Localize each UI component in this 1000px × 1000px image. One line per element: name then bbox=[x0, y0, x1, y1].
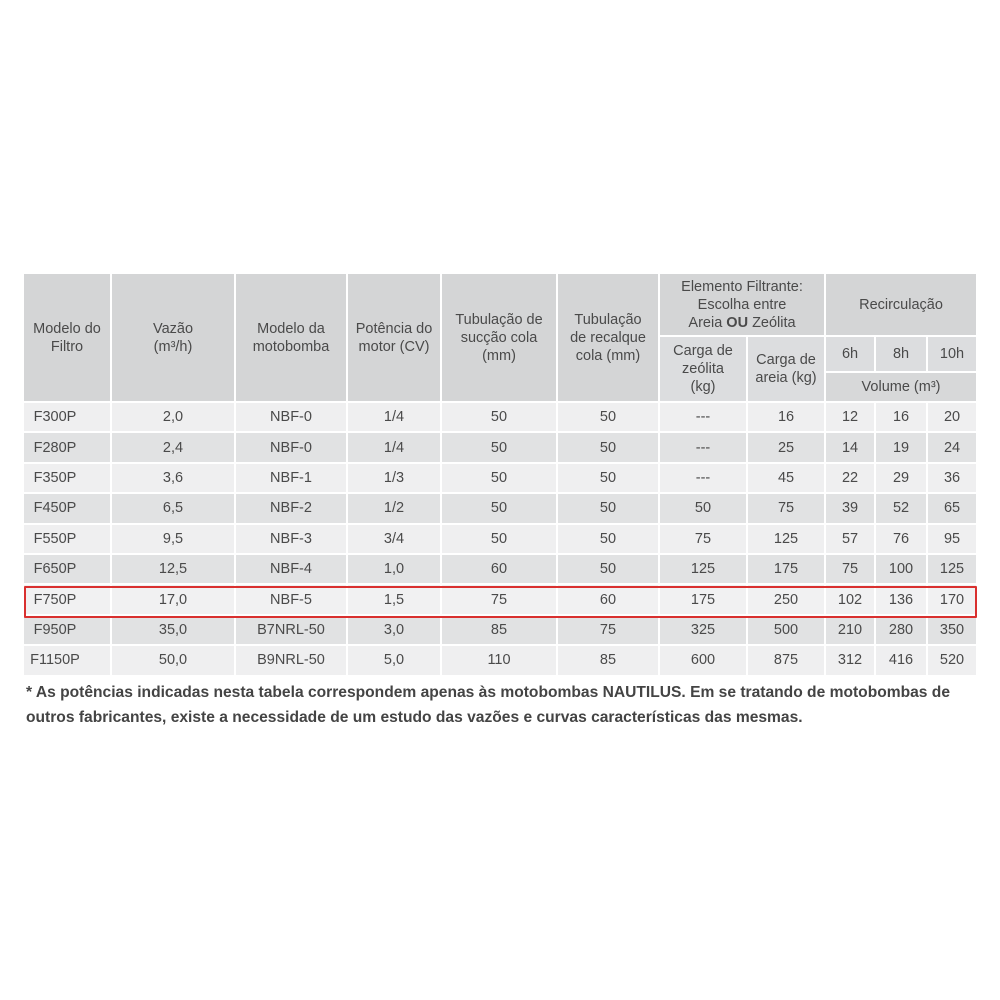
cell-vol-8h: 416 bbox=[876, 644, 926, 674]
cell-vazao: 50,0 bbox=[112, 644, 234, 674]
cell-carga-zeolita: --- bbox=[660, 462, 746, 492]
cell-vol-6h: 39 bbox=[826, 492, 874, 522]
table-row bbox=[24, 523, 976, 553]
cell-vol-8h: 280 bbox=[876, 614, 926, 644]
cell-recalque: 60 bbox=[558, 583, 658, 613]
cell-carga-zeolita: 600 bbox=[660, 644, 746, 674]
cell-modelo-motobomba: NBF-1 bbox=[236, 462, 346, 492]
cell-recalque: 50 bbox=[558, 462, 658, 492]
cell-vol-10h: 350 bbox=[928, 614, 976, 644]
cell-recalque: 50 bbox=[558, 401, 658, 431]
cell-vol-6h: 57 bbox=[826, 523, 874, 553]
cell-modelo-motobomba: NBF-3 bbox=[236, 523, 346, 553]
cell-carga-areia: 16 bbox=[748, 401, 824, 431]
table-row bbox=[24, 553, 976, 583]
elemento-line2: Escolha entre bbox=[697, 296, 787, 313]
cell-modelo-motobomba: B7NRL-50 bbox=[236, 614, 346, 644]
cell-potencia: 3/4 bbox=[348, 523, 440, 553]
cell-recalque: 85 bbox=[558, 644, 658, 674]
cell-succao: 75 bbox=[442, 583, 556, 613]
elemento-line3a: Areia bbox=[688, 314, 727, 331]
cell-vazao: 12,5 bbox=[112, 553, 234, 583]
cell-recalque: 50 bbox=[558, 492, 658, 522]
cell-carga-areia: 45 bbox=[748, 462, 824, 492]
cell-carga-areia: 25 bbox=[748, 431, 824, 461]
cell-carga-zeolita: 75 bbox=[660, 523, 746, 553]
elemento-line3b: Zeólita bbox=[748, 314, 796, 331]
cell-vol-8h: 136 bbox=[876, 583, 926, 613]
cell-vazao: 2,4 bbox=[112, 431, 234, 461]
cell-carga-areia: 250 bbox=[748, 583, 824, 613]
cell-modelo-filtro: F550P bbox=[24, 523, 110, 553]
cell-vol-10h: 520 bbox=[928, 644, 976, 674]
cell-succao: 85 bbox=[442, 614, 556, 644]
cell-carga-zeolita: 175 bbox=[660, 583, 746, 613]
cell-modelo-filtro: F350P bbox=[24, 462, 110, 492]
cell-succao: 50 bbox=[442, 523, 556, 553]
vazao-label: Vazão bbox=[152, 320, 194, 337]
cell-potencia: 1/2 bbox=[348, 492, 440, 522]
cell-vol-6h: 12 bbox=[826, 401, 874, 431]
cell-recalque: 50 bbox=[558, 553, 658, 583]
col-header-volume: Volume (m³) bbox=[826, 371, 976, 401]
table-row bbox=[24, 431, 976, 461]
cell-modelo-motobomba: NBF-5 bbox=[236, 583, 346, 613]
cell-carga-areia: 75 bbox=[748, 492, 824, 522]
cell-vol-8h: 76 bbox=[876, 523, 926, 553]
cell-vol-8h: 29 bbox=[876, 462, 926, 492]
cell-carga-zeolita: --- bbox=[660, 401, 746, 431]
cell-potencia: 3,0 bbox=[348, 614, 440, 644]
cell-vol-10h: 24 bbox=[928, 431, 976, 461]
table-row bbox=[24, 614, 976, 644]
cell-carga-zeolita: 325 bbox=[660, 614, 746, 644]
cell-vazao: 6,5 bbox=[112, 492, 234, 522]
elemento-line1: Elemento Filtrante: bbox=[681, 278, 803, 295]
col-header-recirculacao: Recirculação bbox=[826, 274, 976, 335]
cell-carga-areia: 500 bbox=[748, 614, 824, 644]
cell-potencia: 1/4 bbox=[348, 401, 440, 431]
cell-modelo-filtro: F300P bbox=[24, 401, 110, 431]
col-header-potencia: Potência do motor (CV) bbox=[348, 274, 440, 401]
cell-potencia: 1,5 bbox=[348, 583, 440, 613]
cell-modelo-filtro: F450P bbox=[24, 492, 110, 522]
cell-carga-areia: 175 bbox=[748, 553, 824, 583]
cell-carga-areia: 875 bbox=[748, 644, 824, 674]
cell-carga-zeolita: 50 bbox=[660, 492, 746, 522]
cell-vol-10h: 170 bbox=[928, 583, 976, 613]
col-header-elemento-filtrante bbox=[660, 274, 824, 335]
cell-vol-10h: 65 bbox=[928, 492, 976, 522]
cell-potencia: 1/3 bbox=[348, 462, 440, 492]
table-row bbox=[24, 583, 976, 613]
cell-recalque: 50 bbox=[558, 431, 658, 461]
cell-vol-6h: 14 bbox=[826, 431, 874, 461]
cell-vol-6h: 102 bbox=[826, 583, 874, 613]
cell-vazao: 17,0 bbox=[112, 583, 234, 613]
cell-carga-areia: 125 bbox=[748, 523, 824, 553]
col-header-vazao bbox=[112, 274, 234, 401]
cell-succao: 60 bbox=[442, 553, 556, 583]
cell-modelo-motobomba: NBF-2 bbox=[236, 492, 346, 522]
table-row bbox=[24, 492, 976, 522]
cell-carga-zeolita: --- bbox=[660, 431, 746, 461]
cell-vol-8h: 16 bbox=[876, 401, 926, 431]
cell-vazao: 9,5 bbox=[112, 523, 234, 553]
col-header-6h: 6h bbox=[826, 335, 874, 371]
cell-modelo-motobomba: NBF-0 bbox=[236, 401, 346, 431]
table-row bbox=[24, 401, 976, 431]
cell-recalque: 50 bbox=[558, 523, 658, 553]
cell-modelo-motobomba: NBF-0 bbox=[236, 431, 346, 461]
footnote: * As potências indicadas nesta tabela correspondem apenas às motobombas NAUTILUS. Em se tratando de motobombas de outros fabricantes, existe a necessidade de um estudo das vazões e curvas características das mesmas. bbox=[26, 684, 951, 726]
col-header-succao: Tubulação de sucção cola (mm) bbox=[442, 274, 556, 401]
cell-carga-zeolita: 125 bbox=[660, 553, 746, 583]
cell-vol-10h: 125 bbox=[928, 553, 976, 583]
cell-vol-8h: 52 bbox=[876, 492, 926, 522]
col-header-carga-zeolita: Carga de zeólita (kg) bbox=[660, 335, 746, 401]
col-header-carga-areia: Carga de areia (kg) bbox=[748, 335, 824, 401]
cell-succao: 50 bbox=[442, 492, 556, 522]
cell-vol-10h: 20 bbox=[928, 401, 976, 431]
table-row bbox=[24, 462, 976, 492]
cell-vazao: 35,0 bbox=[112, 614, 234, 644]
table-row bbox=[24, 644, 976, 674]
cell-vazao: 2,0 bbox=[112, 401, 234, 431]
cell-modelo-filtro: F950P bbox=[24, 614, 110, 644]
cell-modelo-motobomba: NBF-4 bbox=[236, 553, 346, 583]
cell-vol-8h: 19 bbox=[876, 431, 926, 461]
cell-vol-6h: 75 bbox=[826, 553, 874, 583]
table-body bbox=[24, 401, 976, 675]
cell-modelo-filtro: F1150P bbox=[24, 644, 110, 674]
col-header-modelo-filtro: Modelo do Filtro bbox=[24, 274, 110, 401]
cell-vol-10h: 36 bbox=[928, 462, 976, 492]
cell-succao: 50 bbox=[442, 462, 556, 492]
cell-vol-8h: 100 bbox=[876, 553, 926, 583]
cell-potencia: 1,0 bbox=[348, 553, 440, 583]
cell-succao: 50 bbox=[442, 431, 556, 461]
col-header-10h: 10h bbox=[928, 335, 976, 371]
cell-vol-10h: 95 bbox=[928, 523, 976, 553]
cell-vol-6h: 210 bbox=[826, 614, 874, 644]
cell-modelo-filtro: F650P bbox=[24, 553, 110, 583]
col-header-recalque: Tubulação de recalque cola (mm) bbox=[558, 274, 658, 401]
col-header-modelo-motobomba: Modelo da motobomba bbox=[236, 274, 346, 401]
vazao-unit: (m³/h) bbox=[153, 338, 193, 355]
col-header-8h: 8h bbox=[876, 335, 926, 371]
cell-modelo-filtro: F280P bbox=[24, 431, 110, 461]
cell-modelo-filtro: F750P bbox=[24, 583, 110, 613]
cell-potencia: 5,0 bbox=[348, 644, 440, 674]
filter-spec-table bbox=[22, 274, 978, 675]
cell-succao: 50 bbox=[442, 401, 556, 431]
elemento-ou: OU bbox=[726, 314, 749, 331]
cell-vazao: 3,6 bbox=[112, 462, 234, 492]
cell-succao: 110 bbox=[442, 644, 556, 674]
cell-vol-6h: 312 bbox=[826, 644, 874, 674]
cell-modelo-motobomba: B9NRL-50 bbox=[236, 644, 346, 674]
cell-recalque: 75 bbox=[558, 614, 658, 644]
cell-potencia: 1/4 bbox=[348, 431, 440, 461]
cell-vol-6h: 22 bbox=[826, 462, 874, 492]
